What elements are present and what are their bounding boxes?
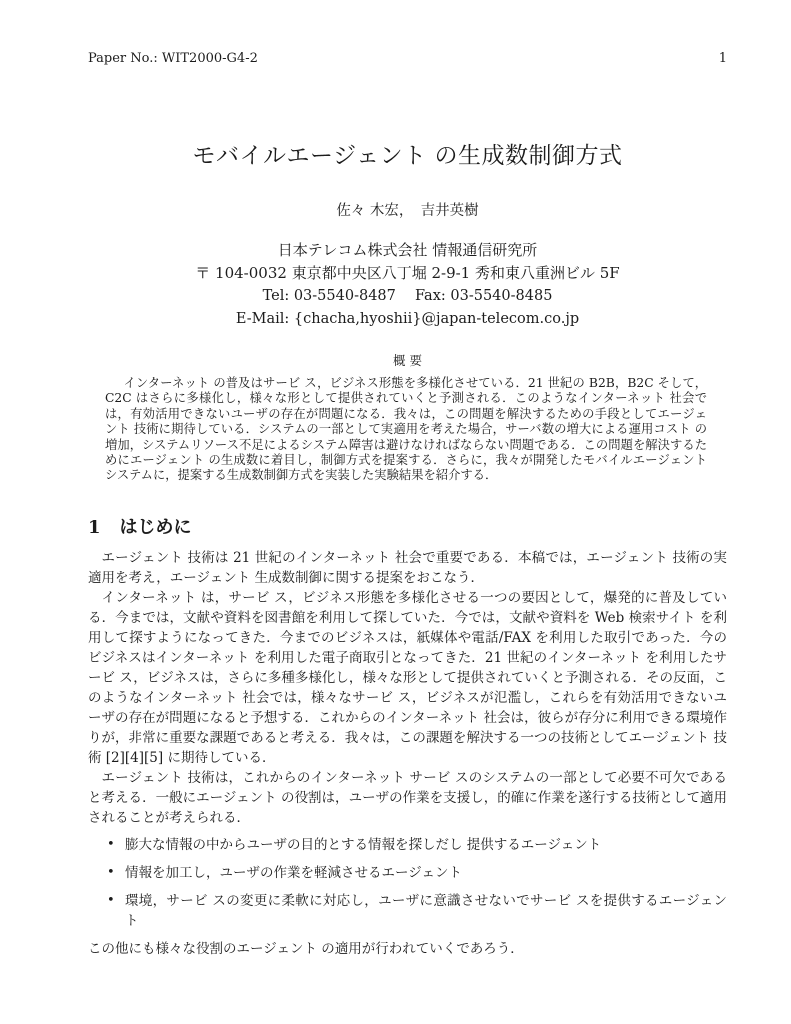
section-1-title: はじめに (119, 516, 192, 538)
section-1-heading (88, 516, 727, 540)
affiliation-email: E-Mail: {chacha,hyoshii}@japan-telecom.co.jp (235, 311, 580, 327)
paragraph-1: エージェント 技術は 21 世紀のインターネット 社会で重要である．本稿では，エージェント 技術の実適用を考え，エージェント 生成数制御に関する提案をおこなう． (88, 549, 727, 586)
paper-title: モバイルエージェント の生成数制御方式 (192, 143, 623, 169)
abstract-text: インターネット の普及はサービ ス，ビジネス形態を多様化させている．21 世紀の B2B，B2C そして，C2C はさらに多様化し，様々な形として提供されていくと予測される．このようなインターネット 社会では，有効活用できないユーザの存在が問題になる．我々は，この問題を解決するための手段としてエージェント 技術に期待している．システムの一部として実適用を考えた場合，サーバ数の増大による運用コスト の増加，システムリソース不足によるシステム障害は避けなければならない問題である．この問題を解決するためにエージェント の生成数に着目し，制御方式を提案する．さらに，我々が開発したモバイルエージェント システムに，提案する生成数制御方式を実装した実験結果を紹介する． (105, 376, 707, 483)
running-header (88, 50, 727, 67)
bullet-icon: • (107, 892, 115, 908)
list-item (107, 863, 727, 883)
bullet-icon: • (107, 864, 115, 880)
list-item-text: 情報を加工し，ユーザの作業を軽減させるエージェント (125, 864, 462, 881)
agent-role-list (88, 835, 727, 931)
paragraph-3: エージェント 技術は，これからのインターネット サービ スのシステムの一部として必要不可欠であると考える．一般にエージェント の役割は，ユーザの作業を支援し，的確に作業を遂行する技術として適用されることが考えられる． (88, 769, 727, 826)
affiliation-tel-fax: Tel: 03-5540-8487 Fax: 03-5540-8485 (262, 288, 553, 304)
abstract-heading: 概 要 (393, 353, 422, 368)
paper-number: Paper No.: WIT2000-G4-2 (88, 51, 258, 66)
paragraph-2: インターネット は，サービ ス，ビジネス形態を多様化させる一つの要因として，爆発的に普及している．今までは，文献や資料を図書館を利用して探していた．今では，文献や資料を Web 検索サイト を利用して探すようになってきた．今までのビジネスは，紙媒体や電話/FAX を利用した取引であった．今のビジネスはインターネット を利用した電子商取引となってきた．21 世紀のインターネット を利用したサービ ス，ビジネスは，さらに多種多様化し，様々な形として提供されていくと予測される．その反面，このようなインターネット 社会では，様々なサービ ス，ビジネスが氾濫し，これらを有効活用できないユーザの存在が問題になると予想する．これからのインターネット 社会は，彼らが存分に利用できる環境作りが，非常に重要な課題であると考える．我々は，この課題を解決する一つの技術としてエージェント 技術 [2][4][5] に期待している． (88, 589, 727, 766)
section-1-number: 1 (88, 516, 101, 538)
bullet-icon: • (107, 836, 115, 852)
page-number: 1 (718, 51, 727, 66)
closing-paragraph: この他にも様々な役割のエージェント の適用が行われていくであろう． (88, 940, 524, 957)
list-item-text: 環境，サービ スの変更に柔軟に対応し，ユーザに意識させないでサービ スを提供するエージェント (125, 892, 727, 929)
list-item (107, 835, 727, 855)
affiliation-block (88, 239, 727, 331)
list-item-text: 膨大な情報の中からユーザの目的とする情報を探しだし 提供するエージェント (125, 836, 602, 853)
affiliation-org: 日本テレコム株式会社 情報通信研究所 (277, 241, 538, 259)
authors: 佐々 木宏， 吉井英樹 (336, 203, 479, 219)
affiliation-address: 〒 104-0032 東京都中央区八丁堀 2-9-1 秀和東八重洲ビル 5F (195, 264, 620, 282)
list-item (107, 891, 727, 931)
